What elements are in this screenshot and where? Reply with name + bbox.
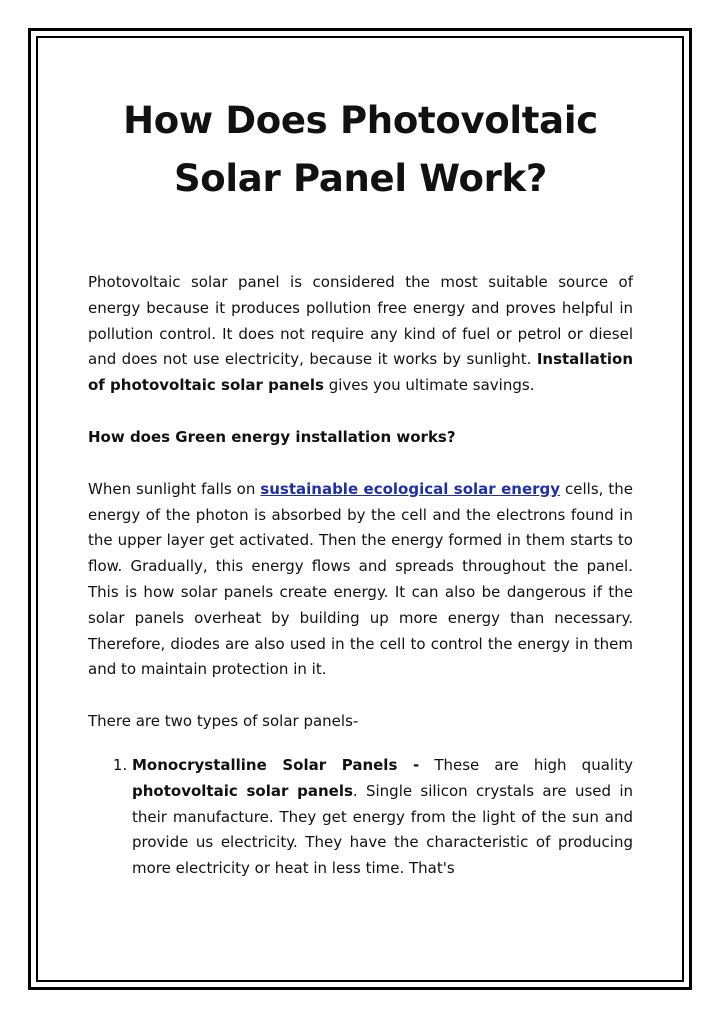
sunlight-text-1: When sunlight falls on	[88, 479, 261, 498]
sunlight-text-2: cells, the energy of the photon is absorbed by the cell and the electrons found in the upper layer get activated. Then the energy formed in them starts to flow. Gradually, this energy flows and spreads throughout the panel. This is how solar panels create energy. It can also be dangerous if the solar panels overheat by building up more energy than necessary. Therefore, diodes are also used in the cell to control the energy in them and to maintain protection in it.	[88, 479, 633, 679]
intro-paragraph	[88, 270, 633, 399]
list-item-title: Monocrystalline Solar Panels -	[132, 755, 420, 774]
list-item-text-1: These are high quality	[419, 755, 633, 774]
solar-energy-link[interactable]: sustainable ecological solar energy	[260, 479, 561, 498]
panel-types-list	[88, 753, 633, 882]
types-intro: There are two types of solar panels-	[88, 712, 359, 731]
intro-bold-phrase: Installation of photovoltaic solar panels	[88, 350, 633, 395]
list-item-bold-2: photovoltaic solar panels	[132, 781, 353, 800]
sunlight-paragraph	[88, 477, 633, 683]
list-item	[132, 753, 633, 882]
intro-text-1: Photovoltaic solar panel is considered the most suitable source of energy because it produces pollution free energy and proves helpful in pollution control. It does not require any kind of fuel or petrol or diesel and does not use electricity, because it works by sunlight.	[88, 273, 633, 369]
intro-text-2: gives you ultimate savings.	[323, 376, 535, 395]
document-content	[88, 92, 633, 882]
section-subheading: How does Green energy installation works?	[88, 427, 456, 446]
list-item-text-2: . Single silicon crystals are used in their manufacture. They get energy from the light of the sun and provide us electricity. They have the characteristic of producing more electricity or heat in less time. That's	[132, 781, 633, 878]
page-title: How Does Photovoltaic Solar Panel Work?	[123, 99, 598, 200]
